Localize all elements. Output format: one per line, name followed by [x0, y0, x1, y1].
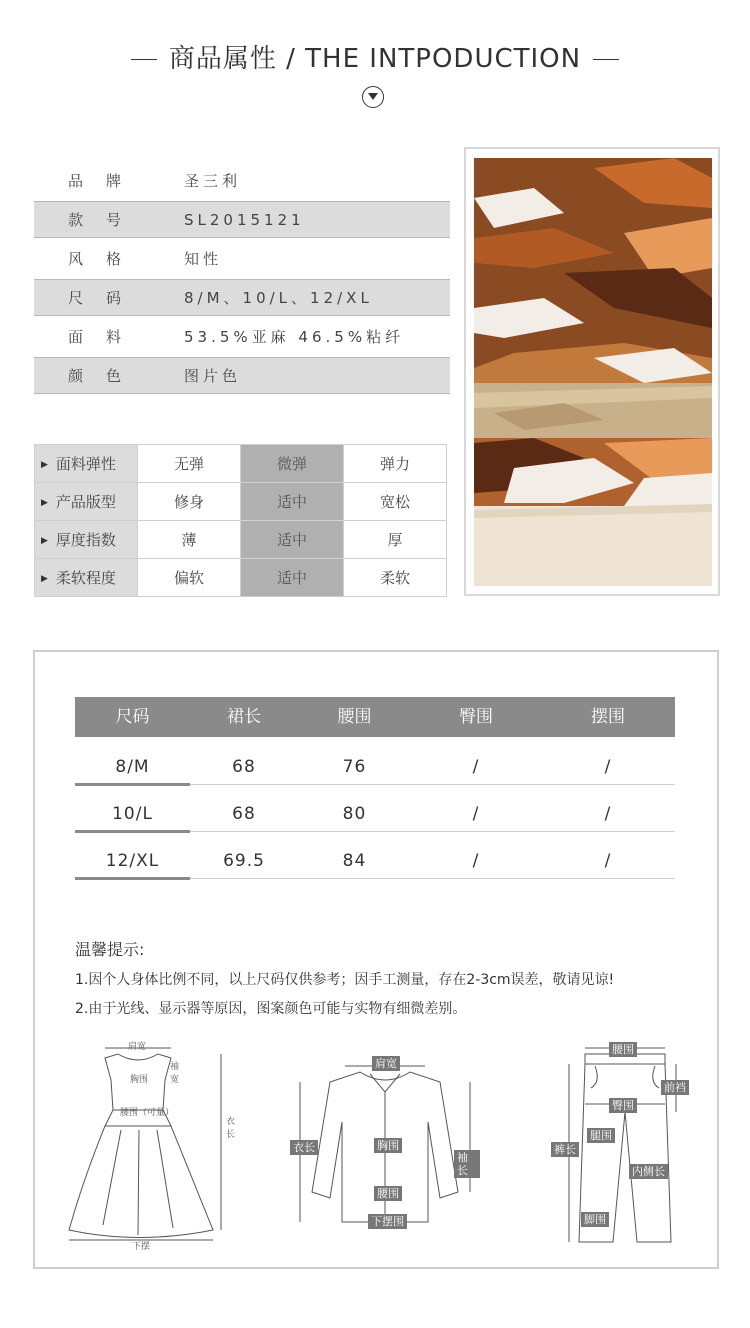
attribute-value: 图片色 — [184, 367, 242, 385]
shirt-measure-diagram — [290, 1052, 480, 1232]
tip-line: 1.因个人身体比例不同，以上尺码仅供参考；因手工测量，存在2-3cm误差，敬请见谅! — [75, 972, 615, 988]
dress-measure-diagram — [63, 1040, 238, 1252]
scale-row — [35, 559, 447, 597]
scale-option-selected: 适中 — [241, 483, 344, 521]
scale-option: 弹力 — [344, 445, 447, 483]
size-cell: 80 — [342, 804, 367, 824]
fabric-photo — [474, 158, 712, 586]
label-sleeve-length: 袖长 — [454, 1150, 480, 1178]
scale-option-selected: 微弹 — [241, 445, 344, 483]
size-cell: / — [472, 757, 480, 777]
attribute-key: 风 格 — [68, 250, 126, 268]
size-cell: / — [472, 851, 480, 871]
attribute-row — [34, 240, 450, 277]
scale-label: ▶ 产品版型 — [35, 483, 138, 521]
attribute-value: 知性 — [184, 250, 223, 268]
attribute-value: SL2015121 — [184, 210, 305, 229]
scale-row — [35, 483, 447, 521]
scale-option: 偏软 — [138, 559, 241, 597]
size-cell: 84 — [342, 851, 367, 871]
label-leg-opening: 脚围 — [581, 1212, 609, 1227]
section-title — [0, 38, 750, 75]
scale-row — [35, 445, 447, 483]
scale-option: 厚 — [344, 521, 447, 559]
attribute-row — [34, 162, 450, 199]
attribute-value: 53.5%亚麻 46.5%粘纤 — [184, 328, 405, 346]
scale-option: 无弹 — [138, 445, 241, 483]
label-hip: 臀围 — [609, 1098, 637, 1113]
size-cell: / — [472, 804, 480, 824]
fabric-photo-frame — [464, 147, 720, 596]
attribute-key: 尺 码 — [68, 289, 126, 307]
scale-option-selected: 适中 — [241, 559, 344, 597]
label-pants-length: 裤长 — [551, 1142, 579, 1157]
tips-title: 温馨提示: — [75, 940, 145, 959]
label-body-length: 衣长 — [290, 1140, 318, 1155]
attribute-row — [34, 201, 450, 238]
scale-option: 薄 — [138, 521, 241, 559]
size-table-header — [75, 697, 675, 737]
size-header-cell: 腰围 — [337, 707, 372, 727]
size-cell: / — [604, 851, 612, 871]
label-chest: 胸围 — [374, 1138, 402, 1153]
label-length: 衣长 — [226, 1117, 236, 1140]
size-header-cell: 臀围 — [459, 707, 493, 727]
size-cell: 76 — [342, 757, 367, 777]
attribute-key: 品 牌 — [68, 172, 126, 190]
attribute-row — [34, 357, 450, 394]
label-thigh: 腿围 — [587, 1128, 615, 1143]
chevron-down-icon — [362, 86, 384, 108]
scale-option: 宽松 — [344, 483, 447, 521]
size-cell: 69.5 — [223, 851, 265, 871]
size-chart-panel — [33, 650, 719, 1269]
label-waist: 腰围 — [609, 1042, 637, 1057]
label-hem: 下摆 — [132, 1242, 151, 1252]
attribute-value: 8/M、10/L、12/XL — [184, 289, 373, 307]
label-sleeve: 袖宽 — [170, 1062, 180, 1085]
scale-label: ▶ 面料弹性 — [35, 445, 138, 483]
size-cell: 68 — [232, 804, 256, 824]
size-table-row — [75, 784, 675, 832]
attribute-row — [34, 279, 450, 316]
size-cell: 10/L — [75, 784, 190, 833]
size-cell: 68 — [232, 757, 256, 777]
scale-option-selected: 适中 — [241, 521, 344, 559]
size-table-row — [75, 737, 675, 785]
scale-label: ▶ 柔软程度 — [35, 559, 138, 597]
label-waist: 腰围 — [374, 1186, 402, 1201]
fabric-photo-illustration — [474, 158, 712, 586]
label-front-rise: 前裆 — [661, 1080, 689, 1095]
label-shoulder-width: 肩宽 — [372, 1056, 400, 1071]
property-scale-table — [34, 444, 447, 597]
title-dash-right — [593, 59, 619, 60]
title-dash-left — [131, 59, 157, 60]
label-chest: 胸围 — [130, 1075, 149, 1085]
attribute-list — [34, 162, 450, 396]
size-header-cell: 尺码 — [115, 707, 150, 727]
label-waist: 腰围（可量） — [120, 1108, 175, 1118]
dress-outline — [63, 1040, 238, 1252]
size-table-row — [75, 831, 675, 879]
label-inseam: 内侧长 — [629, 1164, 668, 1179]
size-header-cell: 摆围 — [591, 707, 625, 727]
section-title-text: 商品属性 / THE INTPODUCTION — [168, 44, 582, 74]
size-cell: 8/M — [75, 737, 190, 786]
attribute-key: 面 料 — [68, 328, 126, 346]
label-shoulder: 肩宽 — [128, 1042, 147, 1052]
scale-label: ▶ 厚度指数 — [35, 521, 138, 559]
scale-option: 修身 — [138, 483, 241, 521]
scale-option: 柔软 — [344, 559, 447, 597]
size-cell: 12/XL — [75, 831, 190, 880]
attribute-key: 颜 色 — [68, 367, 126, 385]
size-header-cell: 裙长 — [227, 707, 261, 727]
label-hem: 下摆围 — [368, 1214, 407, 1229]
size-cell: / — [604, 757, 612, 777]
size-cell: / — [604, 804, 612, 824]
attribute-key: 款 号 — [68, 211, 126, 229]
tip-line: 2.由于光线、显示器等原因，图案颜色可能与实物有细微差别。 — [75, 1001, 467, 1017]
attribute-value: 圣三利 — [184, 172, 242, 190]
pants-measure-diagram — [551, 1042, 696, 1254]
scale-row — [35, 521, 447, 559]
attribute-row — [34, 318, 450, 355]
